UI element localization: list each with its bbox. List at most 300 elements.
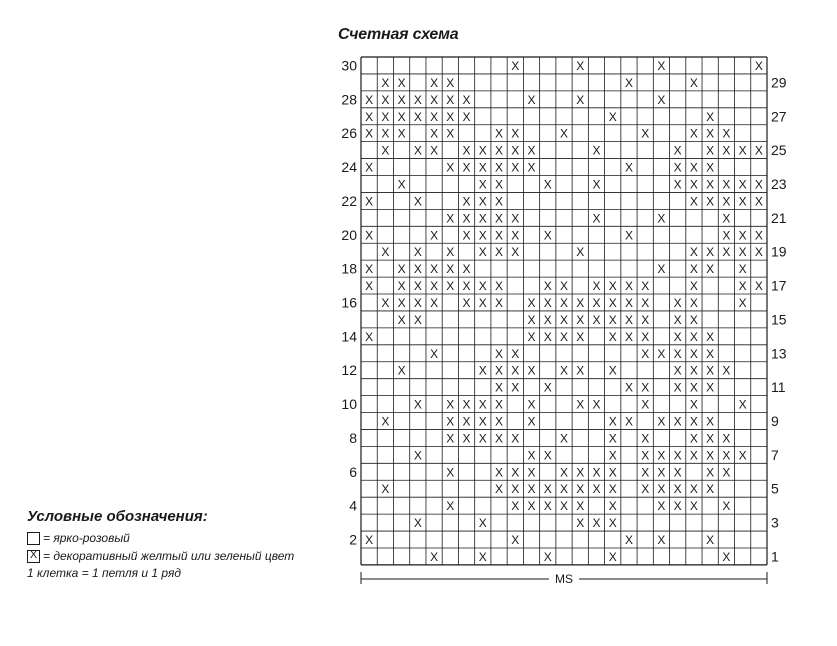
stitch-x-mark: X [478,211,487,226]
row-number-label: 20 [341,226,357,243]
empty-cell-icon [27,532,40,545]
stitch-x-mark: X [511,465,520,480]
stitch-x-mark: X [527,143,536,158]
row-number-label: 6 [349,463,357,480]
stitch-x-mark: X [413,262,422,277]
stitch-x-mark: X [462,431,471,446]
stitch-x-mark: X [738,448,747,463]
stitch-x-mark: X [673,482,682,497]
stitch-x-mark: X [754,245,763,260]
row-number-label: 18 [341,260,357,277]
stitch-x-mark: X [624,533,633,548]
stitch-x-mark: X [381,295,390,310]
stitch-x-mark: X [365,160,374,175]
stitch-x-mark: X [527,499,536,514]
stitch-x-mark: X [641,465,650,480]
stitch-x-mark: X [706,465,715,480]
stitch-x-mark: X [543,279,552,294]
stitch-x-mark: X [495,194,504,209]
stitch-x-mark: X [592,177,601,192]
stitch-x-mark: X [478,228,487,243]
stitch-x-mark: X [462,109,471,124]
stitch-x-mark: X [495,431,504,446]
stitch-x-mark: X [446,499,455,514]
stitch-x-mark: X [413,312,422,327]
stitch-x-mark: X [478,279,487,294]
stitch-x-mark: X [576,312,585,327]
stitch-x-mark: X [754,194,763,209]
stitch-x-mark: X [722,549,731,564]
stitch-x-mark: X [495,295,504,310]
stitch-x-mark: X [608,295,617,310]
row-number-label: 2 [349,531,357,548]
stitch-x-mark: X [446,75,455,90]
row-number-label: 19 [771,243,787,260]
stitch-x-mark: X [592,312,601,327]
stitch-x-mark: X [397,177,406,192]
stitch-x-mark: X [413,397,422,412]
legend-item-label: = ярко-розовый [43,531,130,545]
stitch-x-mark: X [397,363,406,378]
stitch-x-mark: X [381,482,390,497]
stitch-x-mark: X [641,380,650,395]
stitch-x-mark: X [495,177,504,192]
stitch-x-mark: X [624,414,633,429]
stitch-x-mark: X [446,126,455,141]
stitch-x-mark: X [478,516,487,531]
stitch-x-mark: X [446,414,455,429]
legend-item-x [27,547,294,565]
stitch-x-mark: X [397,92,406,107]
stitch-x-mark: X [365,279,374,294]
stitch-x-mark: X [657,499,666,514]
stitch-x-mark: X [641,279,650,294]
stitch-x-mark: X [543,482,552,497]
stitch-x-mark: X [430,346,439,361]
stitch-x-mark: X [381,126,390,141]
stitch-x-mark: X [381,414,390,429]
stitch-x-mark: X [641,448,650,463]
stitch-x-mark: X [689,279,698,294]
stitch-x-mark: X [689,262,698,277]
stitch-x-mark: X [543,380,552,395]
chart-bottom-bar [361,572,767,586]
stitch-x-mark: X [478,397,487,412]
stitch-x-mark: X [722,126,731,141]
row-number-label: 25 [771,142,787,159]
stitch-x-mark: X [527,295,536,310]
stitch-x-mark: X [706,533,715,548]
stitch-x-mark: X [446,279,455,294]
stitch-x-mark: X [673,160,682,175]
stitch-x-mark: X [673,465,682,480]
row-number-label: 22 [341,192,357,209]
stitch-x-mark: X [511,482,520,497]
stitch-x-mark: X [397,279,406,294]
stitch-x-mark: X [689,414,698,429]
stitch-x-mark: X [657,482,666,497]
stitch-x-mark: X [478,549,487,564]
stitch-x-mark: X [543,228,552,243]
stitch-x-mark: X [576,92,585,107]
stitch-x-mark: X [722,465,731,480]
stitch-x-mark: X [689,160,698,175]
stitch-x-mark: X [446,211,455,226]
stitch-x-mark: X [559,126,569,141]
stitch-x-mark: X [706,194,715,209]
stitch-x-mark: X [446,465,455,480]
stitch-x-mark: X [624,279,633,294]
stitch-x-mark: X [543,177,552,192]
stitch-x-mark: X [511,126,520,141]
row-number-label: 1 [771,548,779,565]
stitch-x-mark: X [576,482,585,497]
stitch-x-mark: X [543,329,552,344]
stitch-x-mark: X [559,295,569,310]
stitch-x-mark: X [462,262,471,277]
stitch-x-mark: X [706,448,715,463]
stitch-x-mark: X [430,262,439,277]
stitch-x-mark: X [543,448,552,463]
stitch-x-mark: X [608,109,617,124]
stitch-x-mark: X [495,160,504,175]
stitch-x-mark: X [462,397,471,412]
stitch-x-mark: X [543,549,552,564]
bottom-bar-label: MS [555,572,573,586]
row-number-label: 11 [771,379,786,396]
stitch-x-mark: X [689,312,698,327]
row-number-label: 17 [771,277,787,294]
stitch-x-mark: X [722,211,731,226]
stitch-x-mark: X [413,279,422,294]
stitch-x-mark: X [754,228,763,243]
stitch-x-mark: X [706,431,715,446]
stitch-x-mark: X [738,143,747,158]
stitch-x-mark: X [527,160,536,175]
stitch-x-mark: X [657,58,666,73]
stitch-x-mark: X [592,397,601,412]
stitch-x-mark: X [641,431,650,446]
stitch-x-mark: X [706,262,715,277]
stitch-x-mark: X [446,109,455,124]
stitch-x-mark: X [608,448,617,463]
legend-note: 1 клетка = 1 петля и 1 ряд [27,566,181,580]
stitch-x-mark: X [673,295,682,310]
stitch-x-mark: X [397,75,406,90]
stitch-x-mark: X [576,397,585,412]
stitch-x-mark: X [446,262,455,277]
stitch-x-mark: X [462,228,471,243]
row-number-label: 9 [771,412,779,429]
stitch-x-mark: X [478,245,487,260]
stitch-x-mark: X [559,431,569,446]
stitch-x-mark: X [576,499,585,514]
stitch-x-mark: X [608,363,617,378]
stitch-x-mark: X [511,346,520,361]
stitch-x-mark: X [673,363,682,378]
stitch-x-mark: X [608,465,617,480]
stitch-x-mark: X [673,312,682,327]
stitch-x-mark: X [576,295,585,310]
stitch-x-mark: X [608,499,617,514]
stitch-x-mark: X [511,228,520,243]
chart-stitches [365,59,763,564]
stitch-x-mark: X [608,431,617,446]
stitch-x-mark: X [689,295,698,310]
stitch-x-mark: X [413,516,422,531]
row-number-label: 29 [771,74,787,91]
row-number-label: 26 [341,125,357,142]
stitch-x-mark: X [478,431,487,446]
stitch-x-mark: X [527,465,536,480]
stitch-x-mark: X [365,329,374,344]
stitch-x-mark: X [365,533,374,548]
stitch-x-mark: X [754,58,763,73]
stitch-x-mark: X [576,465,585,480]
stitch-x-mark: X [657,465,666,480]
stitch-x-mark: X [430,279,439,294]
stitch-x-mark: X [657,211,666,226]
stitch-x-mark: X [495,228,504,243]
stitch-x-mark: X [495,414,504,429]
stitch-x-mark: X [511,211,520,226]
row-number-label: 23 [771,175,787,192]
row-number-label: 7 [771,446,779,463]
stitch-x-mark: X [559,329,569,344]
stitch-x-mark: X [722,177,731,192]
stitch-x-mark: X [592,516,601,531]
stitch-x-mark: X [706,363,715,378]
stitch-x-mark: X [576,58,585,73]
stitch-x-mark: X [397,295,406,310]
row-number-label: 27 [771,108,787,125]
stitch-x-mark: X [511,143,520,158]
stitch-x-mark: X [446,160,455,175]
stitch-x-mark: X [673,177,682,192]
stitch-x-mark: X [527,363,536,378]
stitch-x-mark: X [495,211,504,226]
stitch-x-mark: X [608,279,617,294]
stitch-x-mark: X [397,262,406,277]
stitch-x-mark: X [413,448,422,463]
stitch-x-mark: X [738,397,747,412]
stitch-x-mark: X [446,397,455,412]
stitch-x-mark: X [430,126,439,141]
stitch-x-mark: X [478,363,487,378]
stitch-x-mark: X [624,312,633,327]
stitch-x-mark: X [495,126,504,141]
stitch-x-mark: X [722,363,731,378]
stitch-x-mark: X [608,414,617,429]
stitch-x-mark: X [430,75,439,90]
stitch-x-mark: X [446,431,455,446]
stitch-x-mark: X [559,482,569,497]
stitch-x-mark: X [706,414,715,429]
stitch-x-mark: X [657,346,666,361]
stitch-x-mark: X [657,262,666,277]
stitch-x-mark: X [722,499,731,514]
row-number-label: 5 [771,480,779,497]
stitch-x-mark: X [673,448,682,463]
stitch-x-mark: X [738,279,747,294]
stitch-x-mark: X [511,431,520,446]
stitch-x-mark: X [689,363,698,378]
stitch-x-mark: X [478,194,487,209]
stitch-x-mark: X [722,194,731,209]
stitch-x-mark: X [706,380,715,395]
stitch-x-mark: X [738,262,747,277]
stitch-x-mark: X [722,143,731,158]
row-number-label: 3 [771,514,779,531]
stitch-x-mark: X [641,295,650,310]
stitch-x-mark: X [754,143,763,158]
stitch-x-mark: X [478,160,487,175]
stitch-x-mark: X [381,92,390,107]
stitch-x-mark: X [738,295,747,310]
stitch-x-mark: X [608,549,617,564]
stitch-x-mark: X [576,329,585,344]
stitch-x-mark: X [738,245,747,260]
stitch-x-mark: X [738,194,747,209]
stitch-x-mark: X [527,312,536,327]
row-number-label: 30 [341,57,357,74]
legend-item-empty [27,529,294,547]
stitch-x-mark: X [592,211,601,226]
stitch-x-mark: X [527,397,536,412]
row-number-label: 13 [771,345,787,362]
stitch-x-mark: X [673,380,682,395]
stitch-x-mark: X [641,346,650,361]
stitch-x-mark: X [430,228,439,243]
stitch-x-mark: X [624,380,633,395]
stitch-x-mark: X [462,414,471,429]
stitch-x-mark: X [722,431,731,446]
stitch-x-mark: X [592,295,601,310]
stitch-x-mark: X [397,126,406,141]
stitch-x-mark: X [689,346,698,361]
stitch-x-mark: X [430,295,439,310]
stitch-x-mark: X [689,431,698,446]
stitch-x-mark: X [641,312,650,327]
stitch-x-mark: X [462,194,471,209]
stitch-x-mark: X [511,380,520,395]
stitch-x-mark: X [365,126,374,141]
stitch-x-mark: X [527,329,536,344]
stitch-x-mark: X [673,329,682,344]
stitch-x-mark: X [576,245,585,260]
stitch-x-mark: X [495,397,504,412]
stitch-x-mark: X [706,346,715,361]
row-number-label: 8 [349,429,357,446]
stitch-x-mark: X [673,143,682,158]
stitch-x-mark: X [673,499,682,514]
row-number-label: 4 [349,497,357,514]
stitch-x-mark: X [641,482,650,497]
stitch-x-mark: X [495,465,504,480]
row-number-label: 24 [341,159,357,176]
stitch-x-mark: X [657,92,666,107]
stitch-x-mark: X [738,177,747,192]
legend [27,508,294,581]
row-number-label: 16 [341,294,357,311]
stitch-x-mark: X [478,414,487,429]
stitch-x-mark: X [706,143,715,158]
stitch-x-mark: X [478,177,487,192]
stitch-x-mark: X [430,143,439,158]
stitch-x-mark: X [397,109,406,124]
stitch-x-mark: X [641,126,650,141]
row-number-label: 15 [771,311,787,328]
stitch-x-mark: X [462,160,471,175]
stitch-x-mark: X [689,75,698,90]
stitch-x-mark: X [592,465,601,480]
stitch-x-mark: X [511,533,520,548]
stitch-x-mark: X [689,448,698,463]
stitch-x-mark: X [527,448,536,463]
stitch-x-mark: X [495,245,504,260]
stitch-x-mark: X [624,295,633,310]
stitch-x-mark: X [511,363,520,378]
stitch-x-mark: X [511,160,520,175]
stitch-x-mark: X [381,245,390,260]
row-number-label: 10 [341,396,357,413]
stitch-x-mark: X [511,58,520,73]
stitch-x-mark: X [527,414,536,429]
stitch-x-mark: X [495,143,504,158]
stitch-x-mark: X [527,92,536,107]
stitch-x-mark: X [430,549,439,564]
stitch-x-mark: X [527,482,536,497]
stitch-x-mark: X [430,109,439,124]
stitch-x-mark: X [624,329,633,344]
stitch-x-mark: X [462,211,471,226]
row-number-label: 28 [341,91,357,108]
row-number-label: 12 [341,362,357,379]
stitch-x-mark: X [495,279,504,294]
row-number-label: 14 [341,328,357,345]
stitch-x-mark: X [689,126,698,141]
stitch-x-mark: X [754,177,763,192]
stitch-x-mark: X [689,194,698,209]
stitch-x-mark: X [413,245,422,260]
stitch-x-mark: X [365,109,374,124]
stitch-x-mark: X [657,533,666,548]
stitch-x-mark: X [706,109,715,124]
stitch-x-mark: X [413,92,422,107]
stitch-x-mark: X [446,245,455,260]
stitch-x-mark: X [495,363,504,378]
stitch-x-mark: X [657,414,666,429]
stitch-x-mark: X [738,228,747,243]
stitch-x-mark: X [365,92,374,107]
stitch-x-mark: X [559,312,569,327]
stitch-x-mark: X [430,92,439,107]
stitch-x-mark: X [511,245,520,260]
stitch-x-mark: X [657,448,666,463]
stitch-x-mark: X [754,279,763,294]
stitch-x-mark: X [673,414,682,429]
stitch-x-mark: X [624,228,633,243]
stitch-x-mark: X [608,329,617,344]
stitch-x-mark: X [495,482,504,497]
stitch-x-mark: X [413,194,422,209]
stitch-x-mark: X [624,160,633,175]
stitch-x-mark: X [543,499,552,514]
stitch-x-mark: X [381,75,390,90]
stitch-x-mark: X [608,516,617,531]
stitch-x-mark: X [706,245,715,260]
stitch-x-mark: X [689,177,698,192]
